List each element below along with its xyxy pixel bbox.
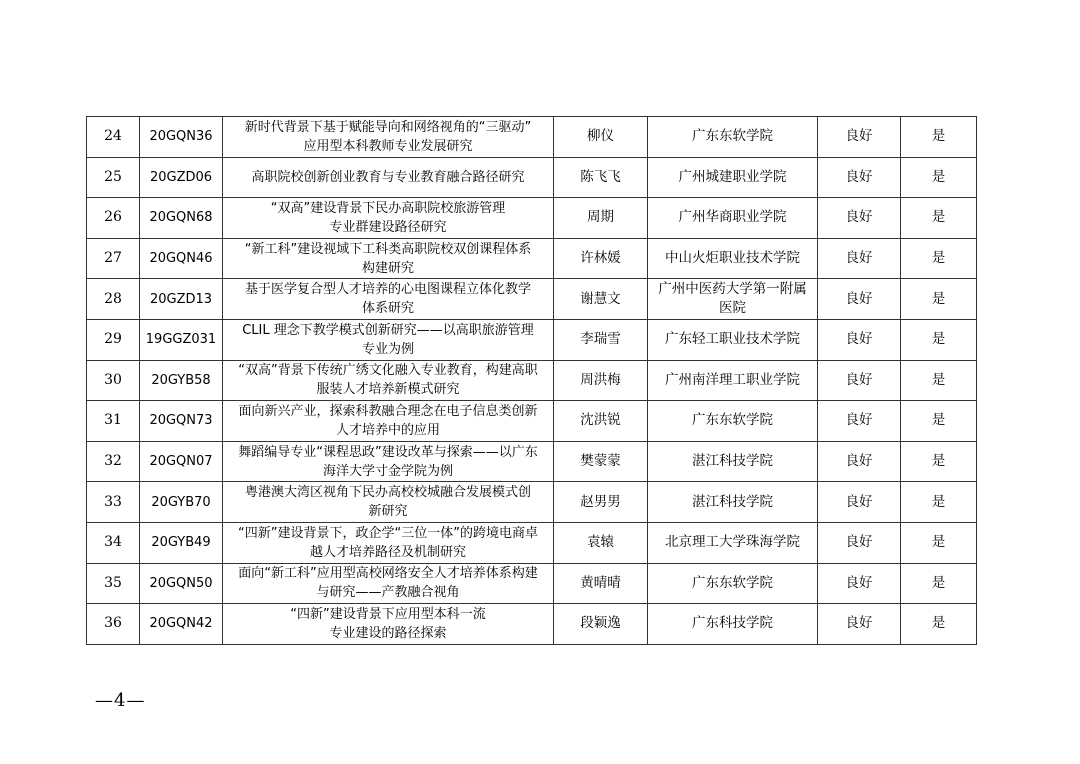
table-row	[87, 319, 977, 360]
cell-number: 36	[87, 604, 140, 645]
cell-organization	[648, 238, 818, 279]
cell-number: 26	[87, 198, 140, 239]
cell-project-title-line2: 海洋大学寸金学院为例	[322, 463, 453, 479]
cell-organization	[648, 401, 818, 442]
cell-number: 33	[87, 482, 140, 523]
cell-leader: 许林媛	[554, 238, 648, 279]
cell-organization-line1: 广东轻工职业技术学院	[665, 331, 800, 348]
cell-project-title	[223, 360, 554, 401]
cell-leader: 周期	[554, 198, 648, 239]
cell-number: 31	[87, 401, 140, 442]
cell-grade: 良好	[818, 319, 901, 360]
cell-leader: 李瑞雪	[554, 319, 648, 360]
cell-project-title-line1: 新时代背景下基于赋能导向和网络视角的“三驱动”	[244, 119, 532, 135]
cell-project-title-line1: 舞蹈编导专业“课程思政”建设改革与探索——以广东	[238, 444, 538, 460]
cell-completed: 是	[901, 319, 977, 360]
table-row	[87, 563, 977, 604]
cell-organization-line1: 北京理工大学珠海学院	[665, 534, 800, 551]
cell-leader: 谢慧文	[554, 279, 648, 320]
cell-completed: 是	[901, 441, 977, 482]
cell-project-title	[223, 198, 554, 239]
cell-number: 29	[87, 319, 140, 360]
cell-project-title-line1: 粤港澳大湾区视角下民办高校校城融合发展模式创	[244, 485, 531, 501]
cell-organization	[648, 604, 818, 645]
cell-leader: 陈飞飞	[554, 157, 648, 198]
cell-grade: 良好	[818, 522, 901, 563]
cell-grade: 良好	[818, 198, 901, 239]
table-row	[87, 482, 977, 523]
cell-organization-line1: 湛江科技学院	[692, 493, 773, 510]
cell-project-code: 19GGZ031	[140, 319, 223, 360]
cell-project-code: 20GQN07	[140, 441, 223, 482]
cell-project-title	[223, 563, 554, 604]
cell-number: 34	[87, 522, 140, 563]
cell-project-code: 20GQN73	[140, 401, 223, 442]
cell-project-title-line1: CLIL 理念下教学模式创新研究——以高职旅游管理	[242, 322, 534, 338]
cell-project-title-line1: 基于医学复合型人才培养的心电图课程立体化教学	[244, 282, 531, 298]
cell-number: 24	[87, 117, 140, 158]
cell-project-title	[223, 401, 554, 442]
cell-project-title-line2: 构建研究	[361, 260, 414, 276]
cell-project-code: 20GQN46	[140, 238, 223, 279]
cell-project-title-line1: 面向新兴产业，探索科教融合理念在电子信息类创新	[238, 403, 538, 419]
cell-leader: 沈洪锐	[554, 401, 648, 442]
cell-completed: 是	[901, 522, 977, 563]
cell-organization-line1: 广州华商职业学院	[678, 209, 787, 226]
cell-completed: 是	[901, 117, 977, 158]
cell-project-title	[223, 604, 554, 645]
table-row	[87, 360, 977, 401]
cell-completed: 是	[901, 604, 977, 645]
cell-project-title-line2: 专业为例	[361, 341, 414, 357]
cell-project-title	[223, 117, 554, 158]
project-table	[86, 116, 977, 645]
cell-leader: 袁辕	[554, 522, 648, 563]
cell-organization	[648, 198, 818, 239]
cell-project-title	[223, 157, 554, 198]
cell-leader: 柳仪	[554, 117, 648, 158]
cell-organization-line1: 中山火炬职业技术学院	[665, 250, 800, 267]
cell-organization	[648, 522, 818, 563]
cell-completed: 是	[901, 482, 977, 523]
table-body	[87, 117, 977, 645]
cell-leader: 赵男男	[554, 482, 648, 523]
cell-grade: 良好	[818, 117, 901, 158]
cell-project-title	[223, 319, 554, 360]
cell-number: 27	[87, 238, 140, 279]
cell-project-title-line1: “双高”背景下传统广绣文化融入专业教育，构建高职	[238, 363, 538, 379]
cell-completed: 是	[901, 279, 977, 320]
cell-organization	[648, 319, 818, 360]
cell-leader: 周洪梅	[554, 360, 648, 401]
cell-project-title-line1: 面向“新工科”应用型高校网络安全人才培养体系构建	[238, 566, 538, 582]
cell-organization-line1: 广东东软学院	[692, 574, 773, 591]
cell-project-title	[223, 482, 554, 523]
table-row	[87, 117, 977, 158]
table-row	[87, 238, 977, 279]
cell-project-title-line1: “四新”建设背景下应用型本科一流	[290, 606, 486, 622]
cell-number: 35	[87, 563, 140, 604]
cell-project-title-line1: “新工科”建设视域下工科类高职院校双创课程体系	[244, 241, 532, 257]
cell-project-title-line2: 体系研究	[361, 301, 414, 317]
cell-project-title-line2: 专业群建设路径研究	[329, 219, 447, 235]
cell-project-code: 20GZD06	[140, 157, 223, 198]
cell-organization	[648, 117, 818, 158]
table-row	[87, 198, 977, 239]
cell-organization	[648, 563, 818, 604]
table-row	[87, 522, 977, 563]
page-number: —4—	[95, 690, 146, 711]
cell-project-title-line2: 与研究——产教融合视角	[316, 585, 460, 601]
cell-completed: 是	[901, 157, 977, 198]
cell-organization-line1: 广州南洋理工职业学院	[665, 371, 800, 388]
cell-project-title	[223, 279, 554, 320]
cell-project-title-line2: 专业建设的路径探索	[329, 625, 447, 641]
cell-project-title-line1: “四新”建设背景下，政企学“三位一体”的跨境电商卓	[238, 525, 538, 541]
cell-number: 30	[87, 360, 140, 401]
cell-number: 28	[87, 279, 140, 320]
cell-project-title	[223, 238, 554, 279]
cell-completed: 是	[901, 401, 977, 442]
cell-project-code: 20GQN42	[140, 604, 223, 645]
cell-number: 32	[87, 441, 140, 482]
cell-project-title-line2: 人才培养中的应用	[335, 422, 440, 438]
cell-leader: 黄晴晴	[554, 563, 648, 604]
cell-organization-line1: 湛江科技学院	[692, 453, 773, 470]
cell-leader: 樊蒙蒙	[554, 441, 648, 482]
cell-project-code: 20GZD13	[140, 279, 223, 320]
cell-project-code: 20GYB58	[140, 360, 223, 401]
cell-completed: 是	[901, 238, 977, 279]
cell-project-title-line2: 服装人才培养新模式研究	[316, 382, 460, 398]
cell-completed: 是	[901, 198, 977, 239]
cell-project-title-line2: 应用型本科教师专业发展研究	[303, 138, 473, 154]
cell-organization	[648, 441, 818, 482]
cell-grade: 良好	[818, 279, 901, 320]
cell-number: 25	[87, 157, 140, 198]
cell-project-code: 20GYB70	[140, 482, 223, 523]
cell-organization	[648, 279, 818, 320]
cell-leader: 段颖逸	[554, 604, 648, 645]
cell-grade: 良好	[818, 604, 901, 645]
cell-organization-line2: 医院	[719, 300, 746, 317]
cell-project-title	[223, 441, 554, 482]
cell-completed: 是	[901, 563, 977, 604]
cell-organization-line1: 广东东软学院	[692, 412, 773, 429]
cell-grade: 良好	[818, 563, 901, 604]
cell-grade: 良好	[818, 441, 901, 482]
table-row	[87, 401, 977, 442]
cell-project-title-line2: 越人才培养路径及机制研究	[309, 544, 466, 560]
cell-grade: 良好	[818, 360, 901, 401]
cell-completed: 是	[901, 360, 977, 401]
cell-project-code: 20GQN36	[140, 117, 223, 158]
cell-project-title-line2: 新研究	[368, 504, 408, 520]
cell-project-code: 20GQN50	[140, 563, 223, 604]
cell-organization	[648, 482, 818, 523]
cell-grade: 良好	[818, 482, 901, 523]
cell-organization-line1: 广州城建职业学院	[678, 168, 787, 185]
cell-grade: 良好	[818, 238, 901, 279]
cell-project-title-line1: “双高”建设背景下民办高职院校旅游管理	[270, 200, 506, 216]
cell-project-code: 20GYB49	[140, 522, 223, 563]
table-row	[87, 441, 977, 482]
table-row	[87, 604, 977, 645]
cell-project-title	[223, 522, 554, 563]
cell-organization-line1: 广东东软学院	[692, 128, 773, 145]
cell-project-title-line1: 高职院校创新创业教育与专业教育融合路径研究	[251, 169, 525, 185]
table-row	[87, 279, 977, 320]
cell-organization	[648, 157, 818, 198]
cell-organization-line1: 广东科技学院	[692, 615, 773, 632]
cell-organization	[648, 360, 818, 401]
cell-project-code: 20GQN68	[140, 198, 223, 239]
cell-grade: 良好	[818, 401, 901, 442]
table-row	[87, 157, 977, 198]
cell-grade: 良好	[818, 157, 901, 198]
cell-organization-line1: 广州中医药大学第一附属	[658, 281, 807, 298]
